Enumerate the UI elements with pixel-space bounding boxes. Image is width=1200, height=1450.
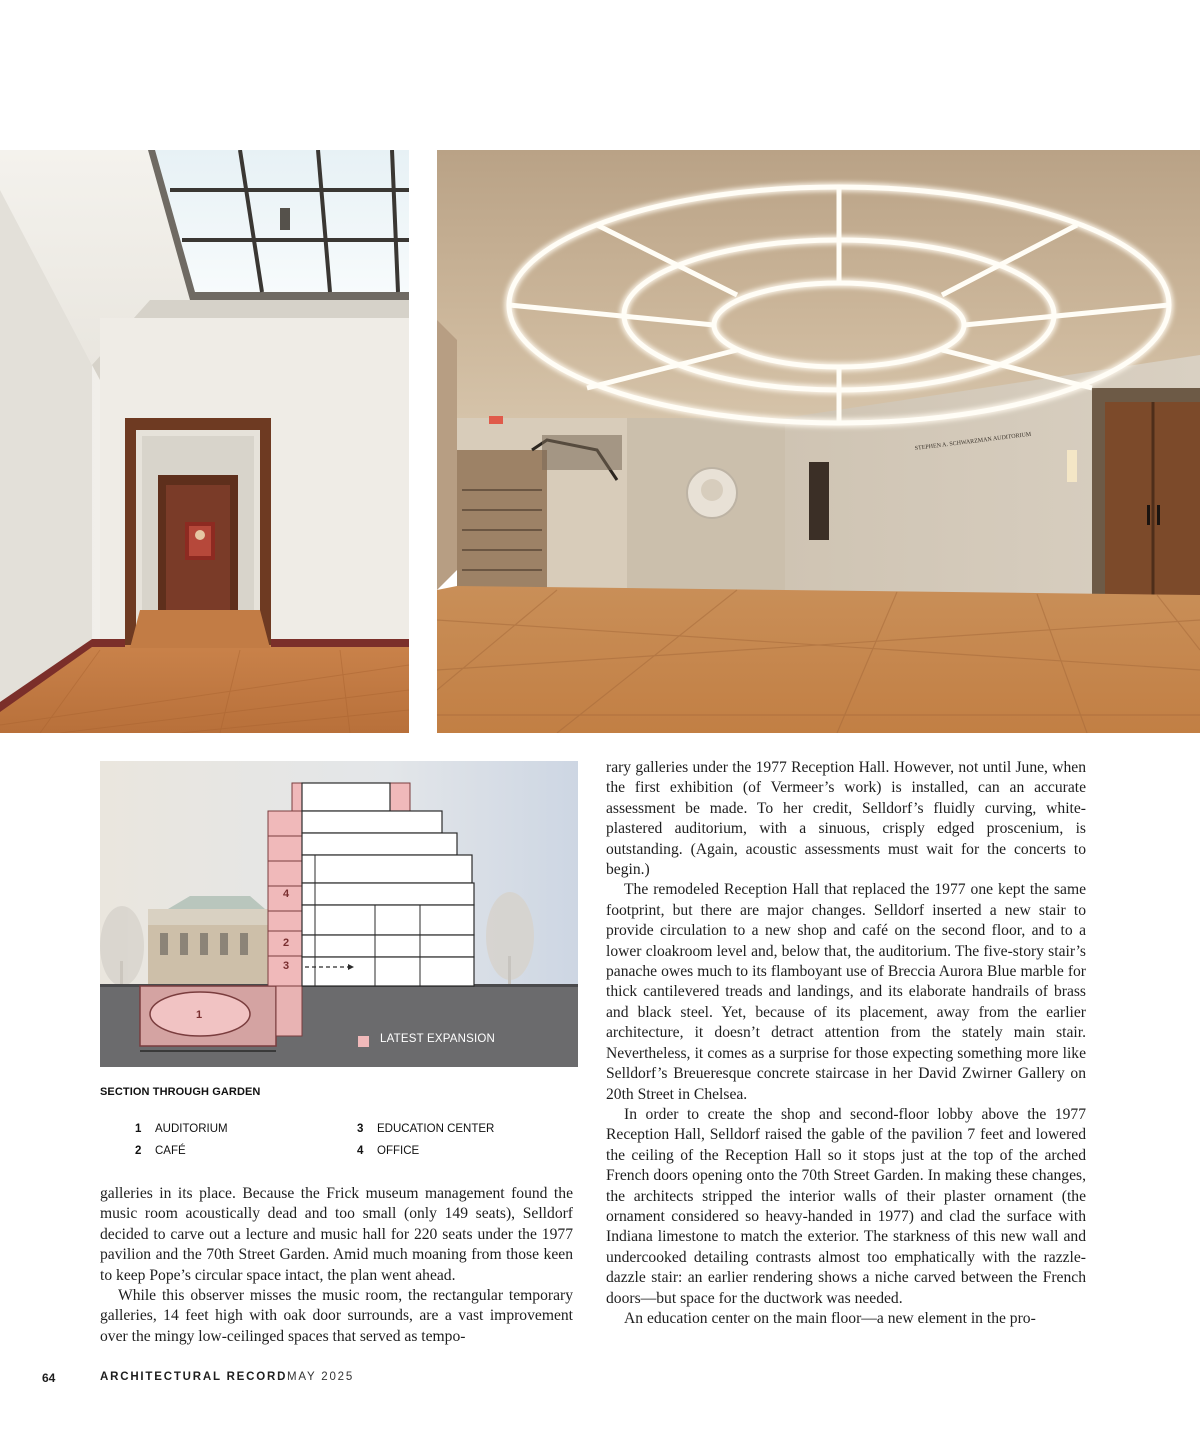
key-number: 1 — [135, 1123, 142, 1135]
key-number: 3 — [357, 1123, 364, 1135]
key-number: 4 — [357, 1145, 364, 1157]
body-paragraph: In order to create the shop and second-floor lobby above the 1977 Reception Hall, Selldorf raised the gable of the pavilion 7 feet and lowered the ceiling of the Reception Hall so it stops just at the top of the arched French doors opening onto the 70th Street Garden. In making these changes, the architects stripped the interior walls of their plaster ornament (the ornament considered so heavy-handed in 1977) and clad the surface with Indiana limestone to match the exterior. The starkness of this new wall and undercooked detailing contrasts almost too emphatically with the razzle-dazzle stair: an earlier rendering shows a niche carved between the French doors—but space for the ductwork was needed. — [606, 1105, 1086, 1307]
key-label: EDUCATION CENTER — [377, 1123, 495, 1135]
key-item-auditorium — [135, 1123, 228, 1135]
diagram-label-2: 2 — [283, 937, 290, 949]
page-number: 64 — [42, 1371, 56, 1385]
section-drawing-icon — [100, 761, 578, 1067]
diagram-title: SECTION THROUGH GARDEN — [100, 1086, 261, 1098]
issue-date: MAY 2025 — [287, 1371, 355, 1383]
gallery-photo — [0, 150, 409, 733]
reception-hall-photo — [437, 150, 1200, 733]
key-label: AUDITORIUM — [155, 1123, 228, 1135]
key-label: CAFÉ — [155, 1145, 186, 1157]
reception-hall-photo-icon — [437, 150, 1200, 733]
body-paragraph: galleries in its place. Because the Frick museum management found the music room acoustically dead and too small (only 149 seats), Selldorf decided to carve out a lecture and music hall for 220 seats under the 1977 pavilion and the 70th Street Garden. Amid much moaning from those keen to keep Pope’s circular space intact, the plan went ahead. — [100, 1185, 573, 1284]
magazine-name: ARCHITECTURAL RECORD — [100, 1371, 288, 1383]
auditorium-inscription: STEPHEN A. SCHWARZMAN AUDITORIUM — [914, 431, 1032, 452]
body-paragraph: An education center on the main floor—a new element in the pro- — [624, 1309, 1036, 1327]
body-column-right — [606, 758, 1086, 1329]
body-paragraph: The remodeled Reception Hall that replaced the 1977 one kept the same footprint, but there are major changes. Selldorf inserted a new stair to provide circulation to a new shop and café on the second floor, and to a lower cloakroom level and, below that, the auditorium. The five-story stair’s panache owes much to its flamboyant use of Breccia Aurora Blue marble for thick cantilevered treads and landings, and its elaborate handrails of brass and black steel. Yet, because of its placement, away from the earlier architecture, it doesn’t detract attention from the stately main stair. Nevertheless, it comes as a surprise for those expecting something more like Selldorf’s Breueresque concrete staircase in her David Zwirner Gallery on 20th Street in Chelsea. — [606, 881, 1086, 1103]
key-item-cafe — [135, 1145, 186, 1157]
key-item-office — [357, 1145, 419, 1157]
legend-swatch — [358, 1036, 369, 1047]
diagram-label-3: 3 — [283, 960, 290, 972]
key-label: OFFICE — [377, 1145, 420, 1157]
gallery-interior-photo-icon — [0, 150, 409, 733]
section-diagram — [100, 761, 578, 1067]
body-paragraph: rary galleries under the 1977 Reception Hall. However, not until June, when the first exhibition (of Vermeer’s work) is installed, can an accurate assessment be made. To her credit, Selldorf’s fluidly curving, white-plastered auditorium, with a sinuous, crisply edged proscenium, is outstanding. (Again, acoustic assessments must wait for the concerts to begin.) — [606, 759, 1086, 879]
key-item-education-center — [357, 1123, 494, 1135]
body-column-left — [100, 1184, 573, 1347]
legend-label: LATEST EXPANSION — [380, 1033, 496, 1045]
key-number: 2 — [135, 1145, 142, 1157]
diagram-label-1: 1 — [196, 1009, 203, 1021]
diagram-label-4: 4 — [283, 888, 290, 900]
body-paragraph: While this observer misses the music room, the rectangular temporary galleries, 14 feet high with oak door surrounds, are a vast improvement over the mingy low-ceilinged spaces that served as tempo- — [100, 1287, 573, 1345]
